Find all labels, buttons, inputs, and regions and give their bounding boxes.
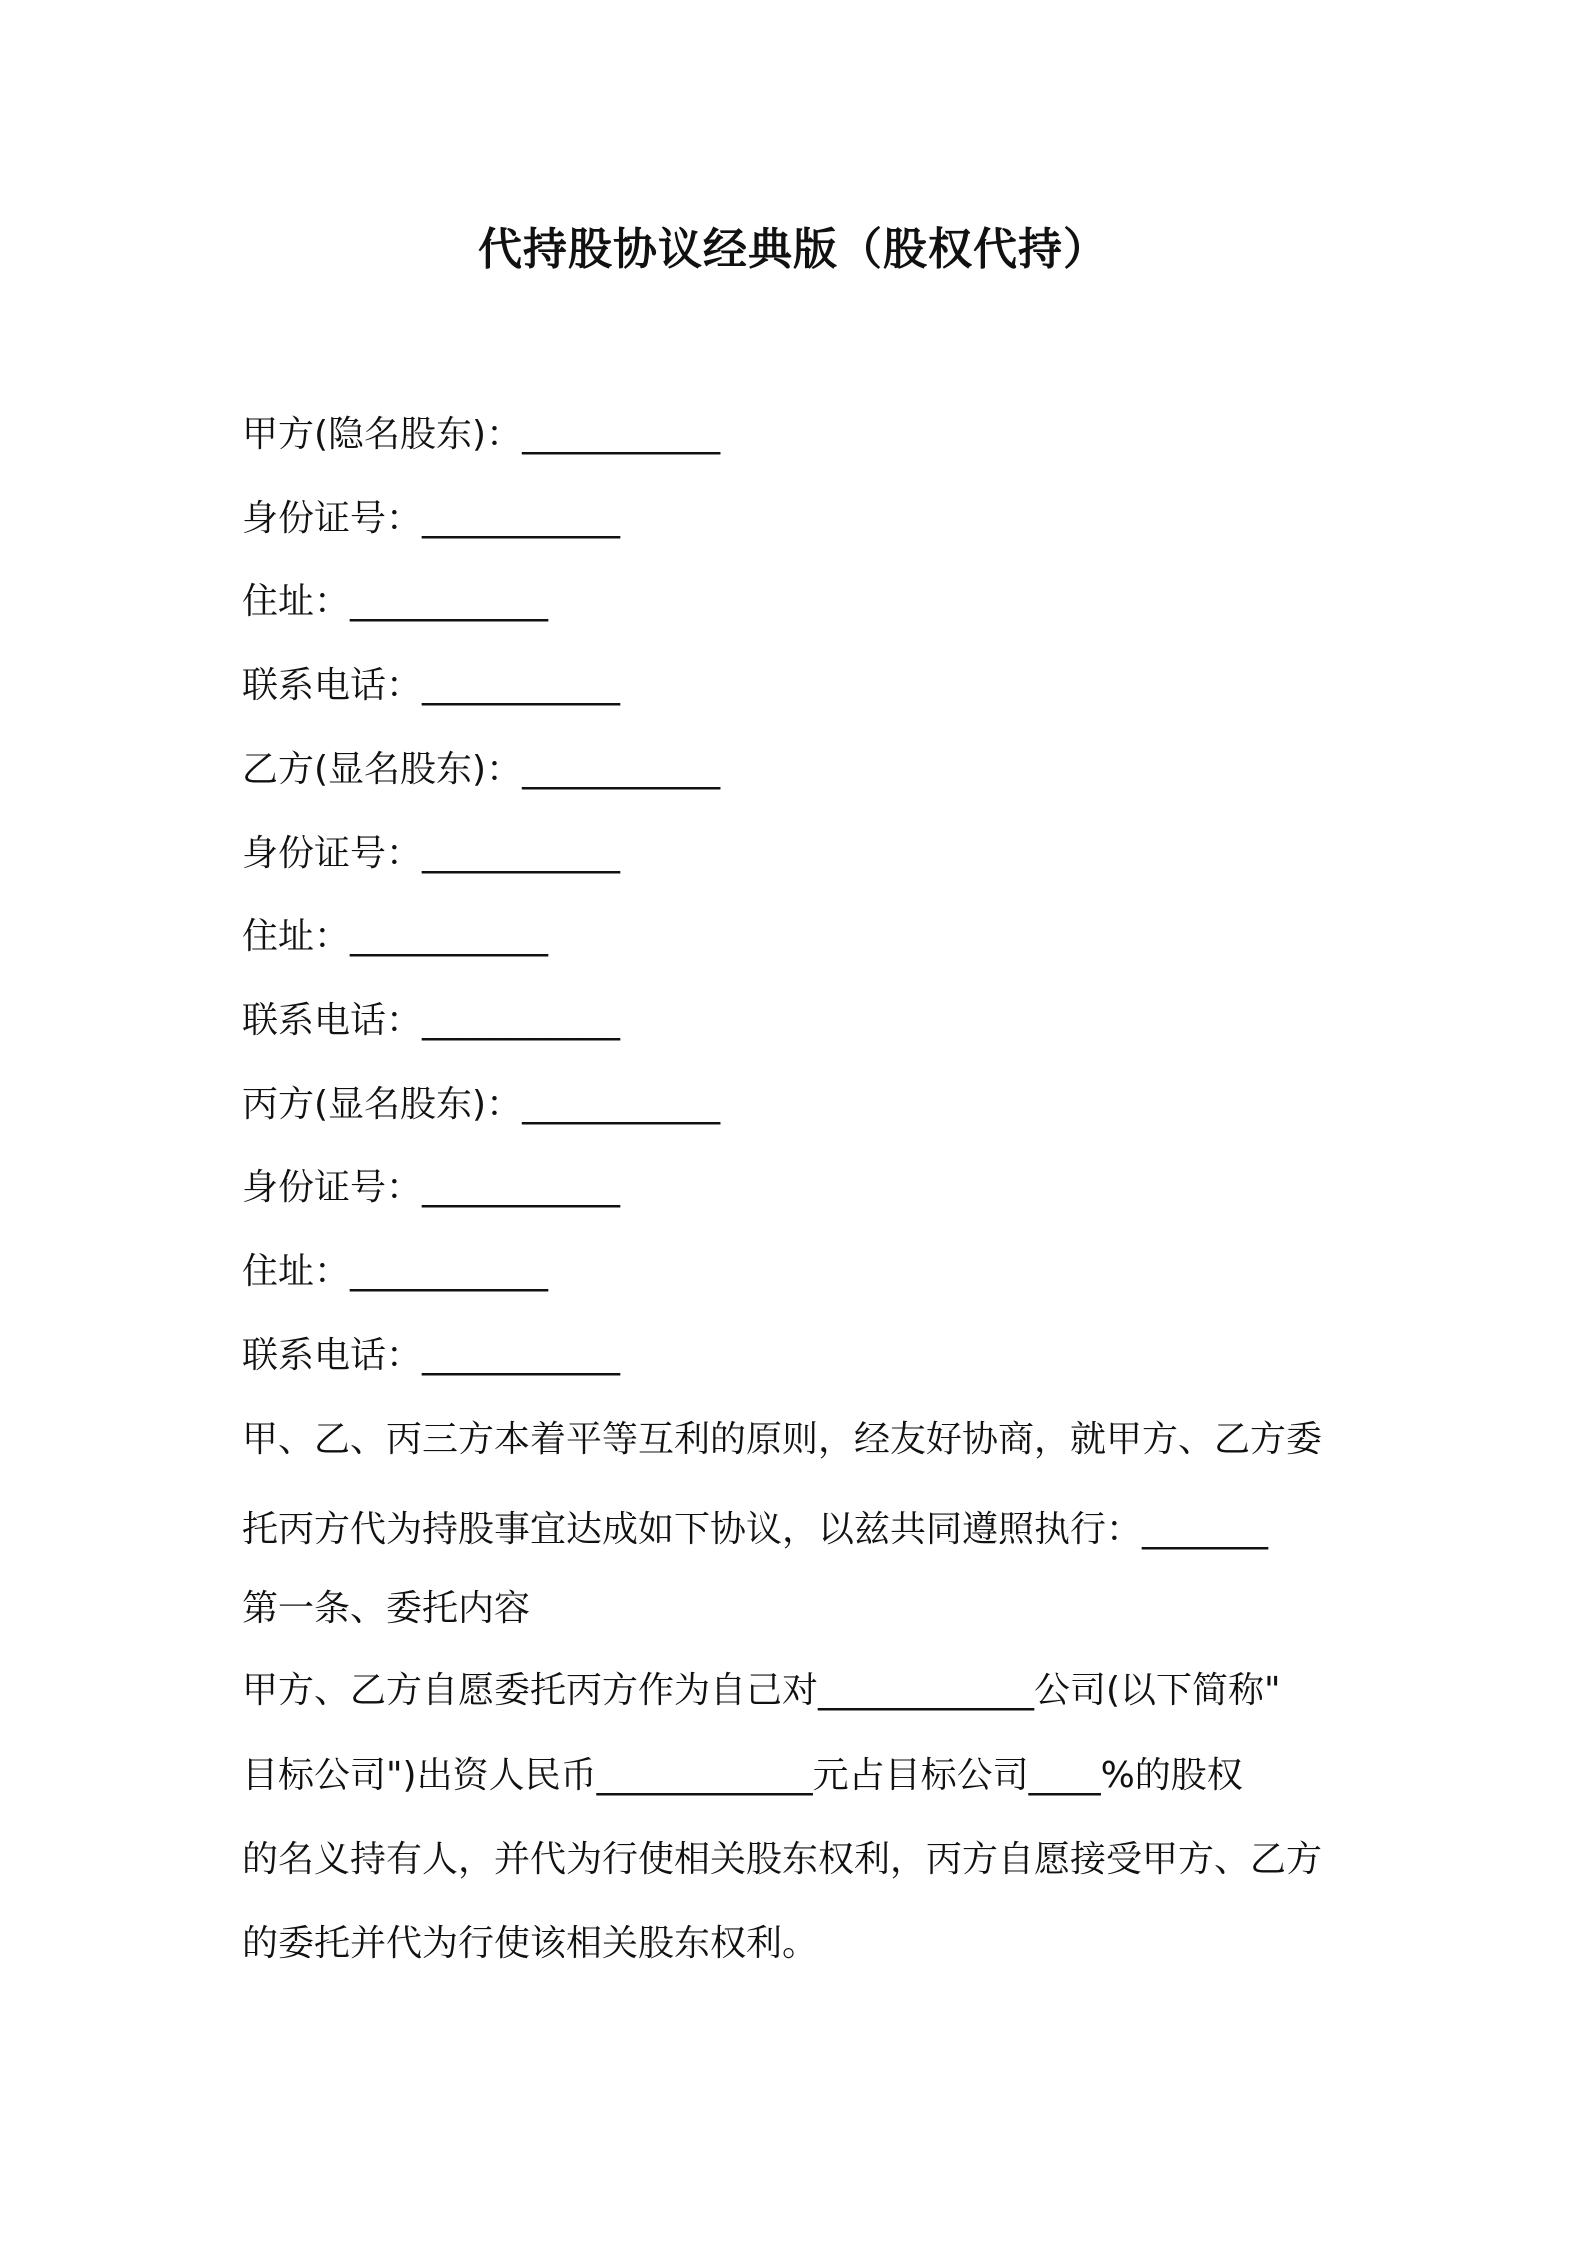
party-c-address: 住址：___________ — [242, 1251, 549, 1292]
preamble-line-1: 甲、乙、丙三方本着平等互利的原则，经友好协商，就甲方、乙方委 — [242, 1419, 1323, 1460]
party-b-name: 乙方(显名股东)：___________ — [242, 749, 721, 790]
party-c-id: 身份证号：___________ — [242, 1167, 621, 1208]
preamble-line-2: 托丙方代为持股事宜达成如下协议，以兹共同遵照执行：_______ — [242, 1509, 1269, 1550]
document-title: 代持股协议经典版（股权代持） — [478, 224, 1108, 275]
party-a-id: 身份证号：___________ — [242, 498, 621, 539]
party-a-address: 住址：___________ — [242, 581, 549, 622]
party-c-phone: 联系电话：___________ — [242, 1335, 621, 1376]
party-b-address: 住址：___________ — [242, 916, 549, 957]
article-1-heading: 第一条、委托内容 — [242, 1588, 531, 1629]
article-1-line-4: 的委托并代为行使该相关股东权利。 — [242, 1923, 819, 1964]
party-b-phone: 联系电话：___________ — [242, 1000, 621, 1041]
party-b-id: 身份证号：___________ — [242, 833, 621, 874]
article-1-line-3: 的名义持有人，并代为行使相关股东权利，丙方自愿接受甲方、乙方 — [242, 1839, 1323, 1880]
party-c-name: 丙方(显名股东)：___________ — [242, 1084, 721, 1125]
article-1-line-1: 甲方、乙方自愿委托丙方作为自己对____________公司(以下简称" — [242, 1670, 1281, 1711]
party-a-name: 甲方(隐名股东)：___________ — [242, 414, 721, 455]
party-a-phone: 联系电话：___________ — [242, 665, 621, 706]
article-1-line-2: 目标公司")出资人民币____________元占目标公司____%的股权 — [242, 1755, 1243, 1796]
